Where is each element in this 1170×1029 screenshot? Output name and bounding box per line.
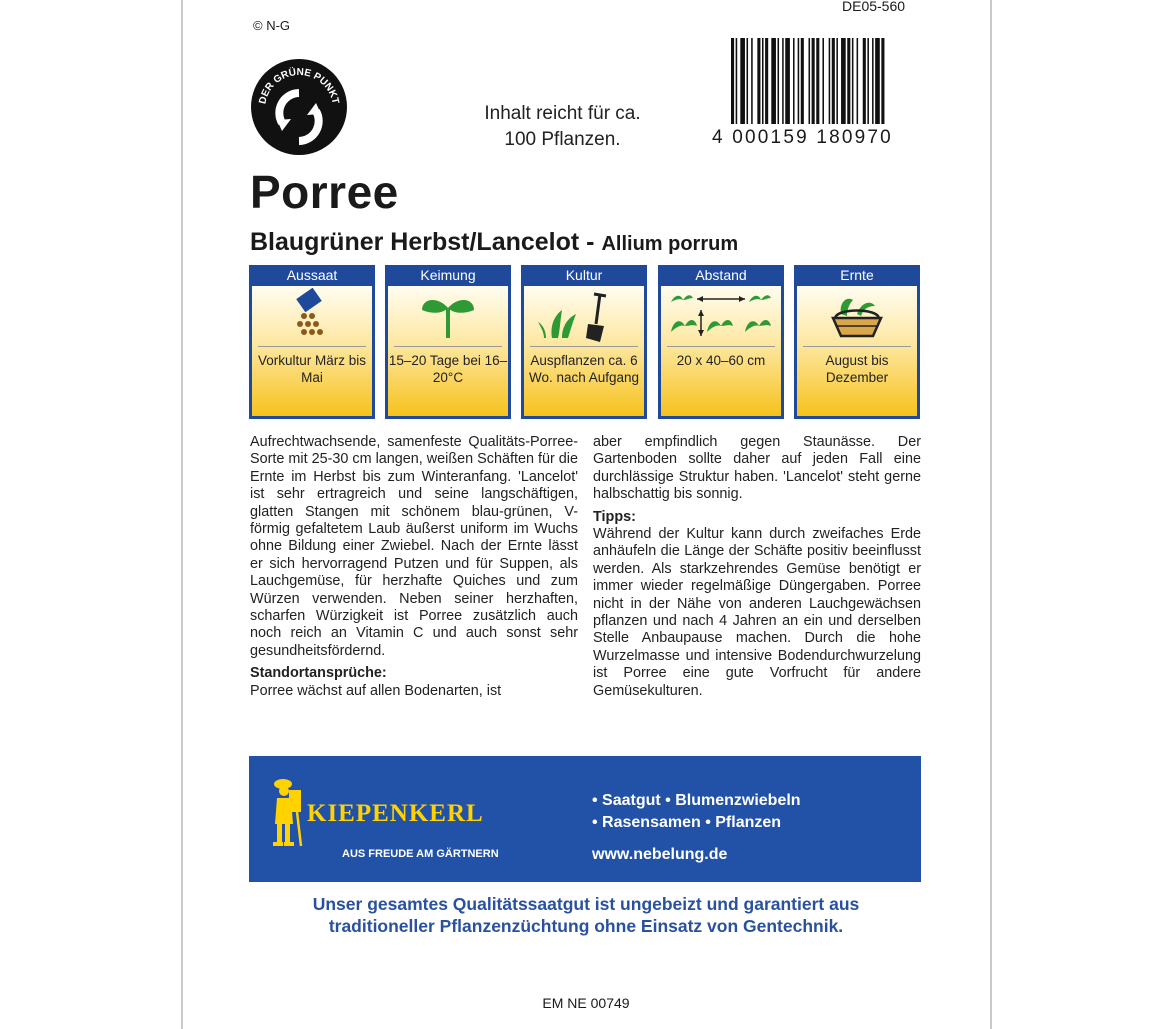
product-title: Porree [250,166,399,218]
barcode-bar [875,38,880,124]
location-text-start: Porree wächst auf allen Bodenarten, ist [250,682,502,699]
card-label: Kultur [565,267,603,283]
quality-note: Unser gesamtes Qualitätssaatgut ist ungebeizt und garantiert aus traditioneller Pflanzenzüchtung ohne Einsatz von Gentechnik. [312,894,860,936]
green-dot-logo-icon [249,57,349,157]
card-keimung [385,265,511,419]
tips-heading: Tipps: [593,508,636,525]
card-label: Abstand [695,267,747,283]
copyright-note: © N-G [253,18,291,33]
tips-text: Während der Kultur kann durch zweifaches Erde anhäufeln die Länge der Schäfte positiv beeinflusst werden. Als starkzehrendes Gemüse benötigt er immer wieder regelmäßige Düngergaben. Porree nicht in der Nähe von anderen Lauchgewächsen pflanzen und nach 4 Jahren an ein und derselben Stelle Anbaupause machen. Durch die hohe Wurzelmasse und intensive Bodendurchwurzelung ist Porree eine gute Vorfrucht für andere Gemüsekulturen. [593,526,921,699]
location-heading: Standortansprüche: [250,665,387,682]
packet-left-edge [181,0,183,1029]
barcode-bar [740,38,745,124]
description-intro: Aufrechtwachsende, samenfeste Qualitäts-Porree-Sorte mit 25-30 cm langen, weißen Schäften für die Ernte im Herbst bis zum Winteranfang. 'Lancelot' ist sehr ertragreich und seine langschäftigen, glatten Stangen mit schönem blau-grünen, V-förmig gefaltetem Laub äußerst uniform im Wuchs ohne Bildung einer Zwiebel. Nach der Ernte lässt er sich hervorragend Putzen und für Suppen, als Lauchgemüse, für herzhafte Quiches und zum Würzen verwenden. Neben seiner herzhaften, scharfen Würzigkeit ist Porree zusätzlich auch noch reich an Vitamin C und auch sonst sehr gesundheitsfördernd. [250,434,578,659]
website-link[interactable]: www.nebelung.de [592,846,728,863]
barcode-bar [832,38,835,124]
card-aussaat [249,265,375,419]
card-label: Aussaat [286,267,338,283]
kiepenkerl-figure-icon [267,776,305,848]
article-code: DE05-560 [842,0,906,14]
barcode-bar [731,38,734,124]
barcode-bar [736,38,738,124]
barcode-bar [765,38,768,124]
product-range-line: • Saatgut • Blumenzwiebeln [592,792,801,809]
barcode-bar [809,38,811,124]
barcode-bar [785,38,790,124]
card-text: Vorkultur März bis Mai [257,353,367,385]
card-kultur [521,265,647,419]
location-text-rest: aber empfindlich gegen Staunässe. Der Gartenboden sollte daher auf jeden Fall eine durchlässige Struktur haben. 'Lancelot' steht gerne halbschattig bis sonnig. [593,434,921,503]
seedling-icon [388,288,508,346]
barcode-bar [771,38,776,124]
description-right [593,434,921,700]
card-ernte [794,265,920,419]
barcode-bar [757,38,760,124]
barcode-bar [747,38,749,124]
product-subtitle [250,228,738,257]
card-text: August bis Dezember [825,353,889,385]
barcode-bar [852,38,854,124]
brand-banner [249,756,921,882]
barcode-bar [793,38,795,124]
barcode-bar [829,38,831,124]
barcode-bar [822,38,824,124]
barcode-bar [847,38,850,124]
seed-packet-icon [252,288,372,346]
harvest-basket-icon [797,288,917,346]
barcode-bar [762,38,764,124]
barcode-bar [801,38,804,124]
card-abstand [658,265,784,419]
variety-name: Blaugrüner Herbst/Lancelot - [250,228,602,256]
barcode-bar [778,38,780,124]
barcode-bar [836,38,838,124]
spade-plants-icon [524,288,644,346]
svg-text:DER GRÜNE PUNKT: DER GRÜNE PUNKT [257,66,341,106]
barcode-bar [867,38,869,124]
em-code: EM NE 00749 [542,995,630,1011]
barcode-number: 4 000159 180970 [712,127,893,148]
barcode-bar [798,38,800,124]
brand-logo: KIEPENKERL [307,800,484,827]
brand-tagline: AUS FREUDE AM GÄRTNERN [342,848,499,860]
latin-name: Allium porrum [601,233,739,255]
card-text: 15–20 Tage bei 16–20°C [388,353,508,385]
barcode-bar [857,38,859,124]
info-cards [249,265,922,420]
barcode-bar [816,38,819,124]
description-left [250,434,578,700]
barcode-bar [841,38,846,124]
barcode-bar [872,38,874,124]
card-text: Auspflanzen ca. 6 Wo. nach Aufgang [528,353,640,385]
content-note: Inhalt reicht für ca. 100 Pflanzen. [484,103,641,150]
card-label: Ernte [840,267,874,283]
barcode-bar [782,38,784,124]
barcode-bar [751,38,753,124]
barcode-bar [812,38,815,124]
packet-right-edge [990,0,992,1029]
barcode-bar [863,38,866,124]
barcode [731,38,921,124]
card-text: 20 x 40–60 cm [676,353,766,368]
barcode-bar [881,38,884,124]
product-range-line: • Rasensamen • Pflanzen [592,814,782,831]
product-range [592,790,801,834]
card-label: Keimung [420,267,476,283]
spacing-icon [661,288,781,346]
